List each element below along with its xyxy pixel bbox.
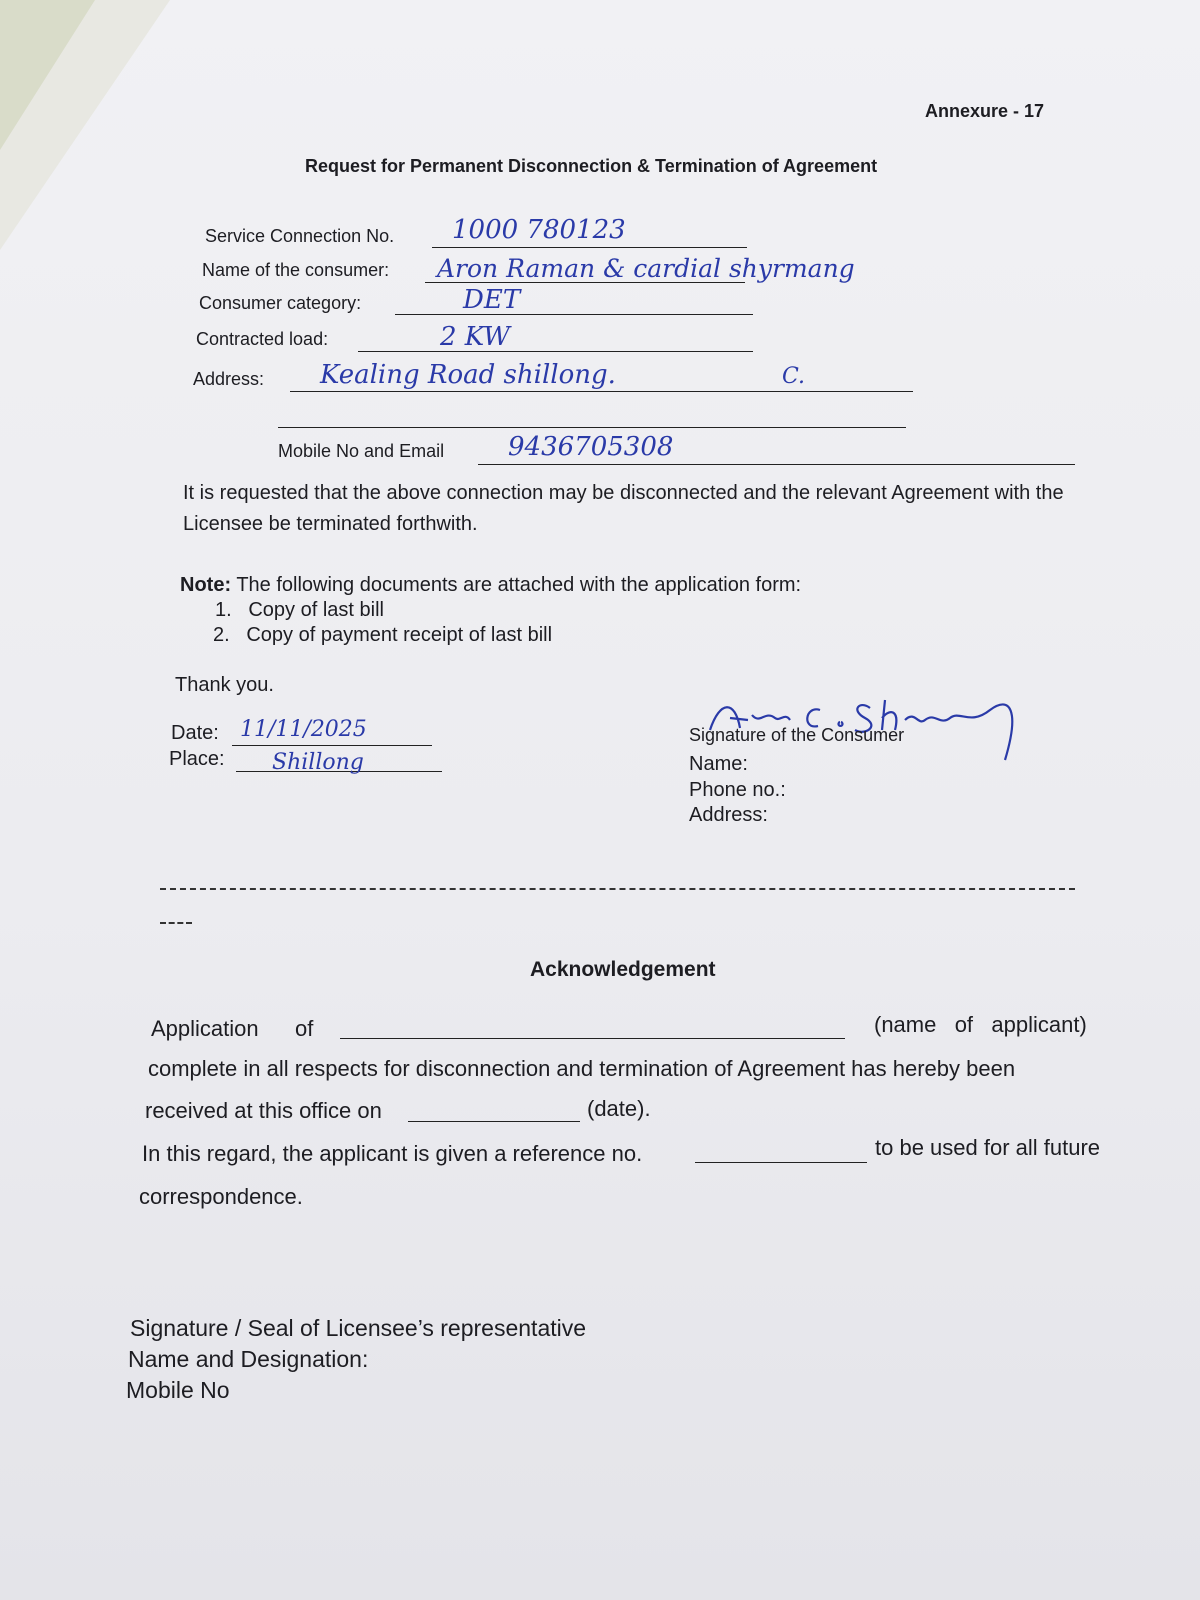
address-value: Kealing Road shillong. [320,360,616,390]
note-item-2 [213,624,552,647]
form-title: Request for Permanent Disconnection & Termination of Agreement [305,156,878,176]
ack-line-2: complete in all respects for disconnection and termination of Agreement has hereby been [148,1056,1016,1081]
note-item-text: Copy of last bill [248,599,384,621]
consumer-phone-label: Phone no.: [689,779,786,801]
contracted-load-label: Contracted load: [196,329,329,349]
note-item-num: 1. [215,599,232,621]
place-value: Shillong [272,750,364,775]
licensee-mobile-label: Mobile No [126,1377,230,1403]
ack-application-label: Application [151,1016,259,1041]
note-text: The following documents are attached with the application form: [236,574,802,596]
page-fold-shadow [0,0,95,150]
consumer-name-label: Name of the consumer: [202,260,390,280]
address-label: Address: [193,369,265,389]
ack-date-label: (date). [587,1096,651,1121]
contracted-load-value: 2 KW [440,322,511,352]
note-item-text: Copy of payment receipt of last bill [246,624,553,646]
consumer-category-value: DET [463,285,521,315]
mobile-email-line [478,464,1075,465]
thank-you-text: Thank you. [175,674,274,696]
licensee-name-designation-label: Name and Designation: [128,1346,369,1372]
address-line-2 [278,427,906,428]
request-paragraph: It is requested that the above connection may be disconnected and the relevant Agreement with the Licensee be terminated forthwith. [183,482,1064,535]
contracted-load-line [358,351,753,352]
annexure-label: Annexure - 17 [925,101,1045,121]
date-label: Date: [171,722,219,744]
address-extra-value: C. [782,364,806,389]
note-item-num: 2. [213,624,230,646]
licensee-signature-label: Signature / Seal of Licensee’s representative [130,1315,587,1341]
signature-of-consumer-label: Signature of the Consumer [689,725,905,745]
address-line [290,391,913,392]
note-item-1 [215,599,384,622]
service-connection-line [432,247,747,248]
received-date-line [408,1121,580,1122]
date-value: 11/11/2025 [240,717,367,742]
acknowledgement-title: Acknowledgement [530,958,716,981]
consumer-category-line [395,314,753,315]
service-connection-label: Service Connection No. [205,226,395,246]
ack-received-label: received at this office on [145,1098,382,1123]
ack-of-label: of [295,1016,314,1041]
consumer-address-label: Address: [689,804,768,826]
consumer-name-value: Aron Raman & cardial shyrmang [437,254,855,283]
note-label: Note: [180,574,232,596]
date-line [232,745,432,746]
cut-line [160,888,1075,890]
note-line [180,574,801,597]
ack-correspondence-label: correspondence. [139,1184,303,1209]
reference-number-line [695,1162,867,1163]
ack-name-of-applicant: (name of applicant) [874,1012,1087,1037]
ack-reference-label: In this regard, the applicant is given a reference no. [142,1141,643,1166]
cut-line-continuation [160,922,192,924]
consumer-name-field-label: Name: [689,753,748,775]
mobile-email-value: 9436705308 [508,432,674,462]
consumer-category-label: Consumer category: [199,293,362,313]
ack-future-use-label: to be used for all future [875,1135,1101,1160]
applicant-name-line [340,1038,845,1039]
service-connection-value: 1000 780123 [452,215,626,245]
place-label: Place: [169,748,225,770]
mobile-email-label: Mobile No and Email [278,441,445,461]
